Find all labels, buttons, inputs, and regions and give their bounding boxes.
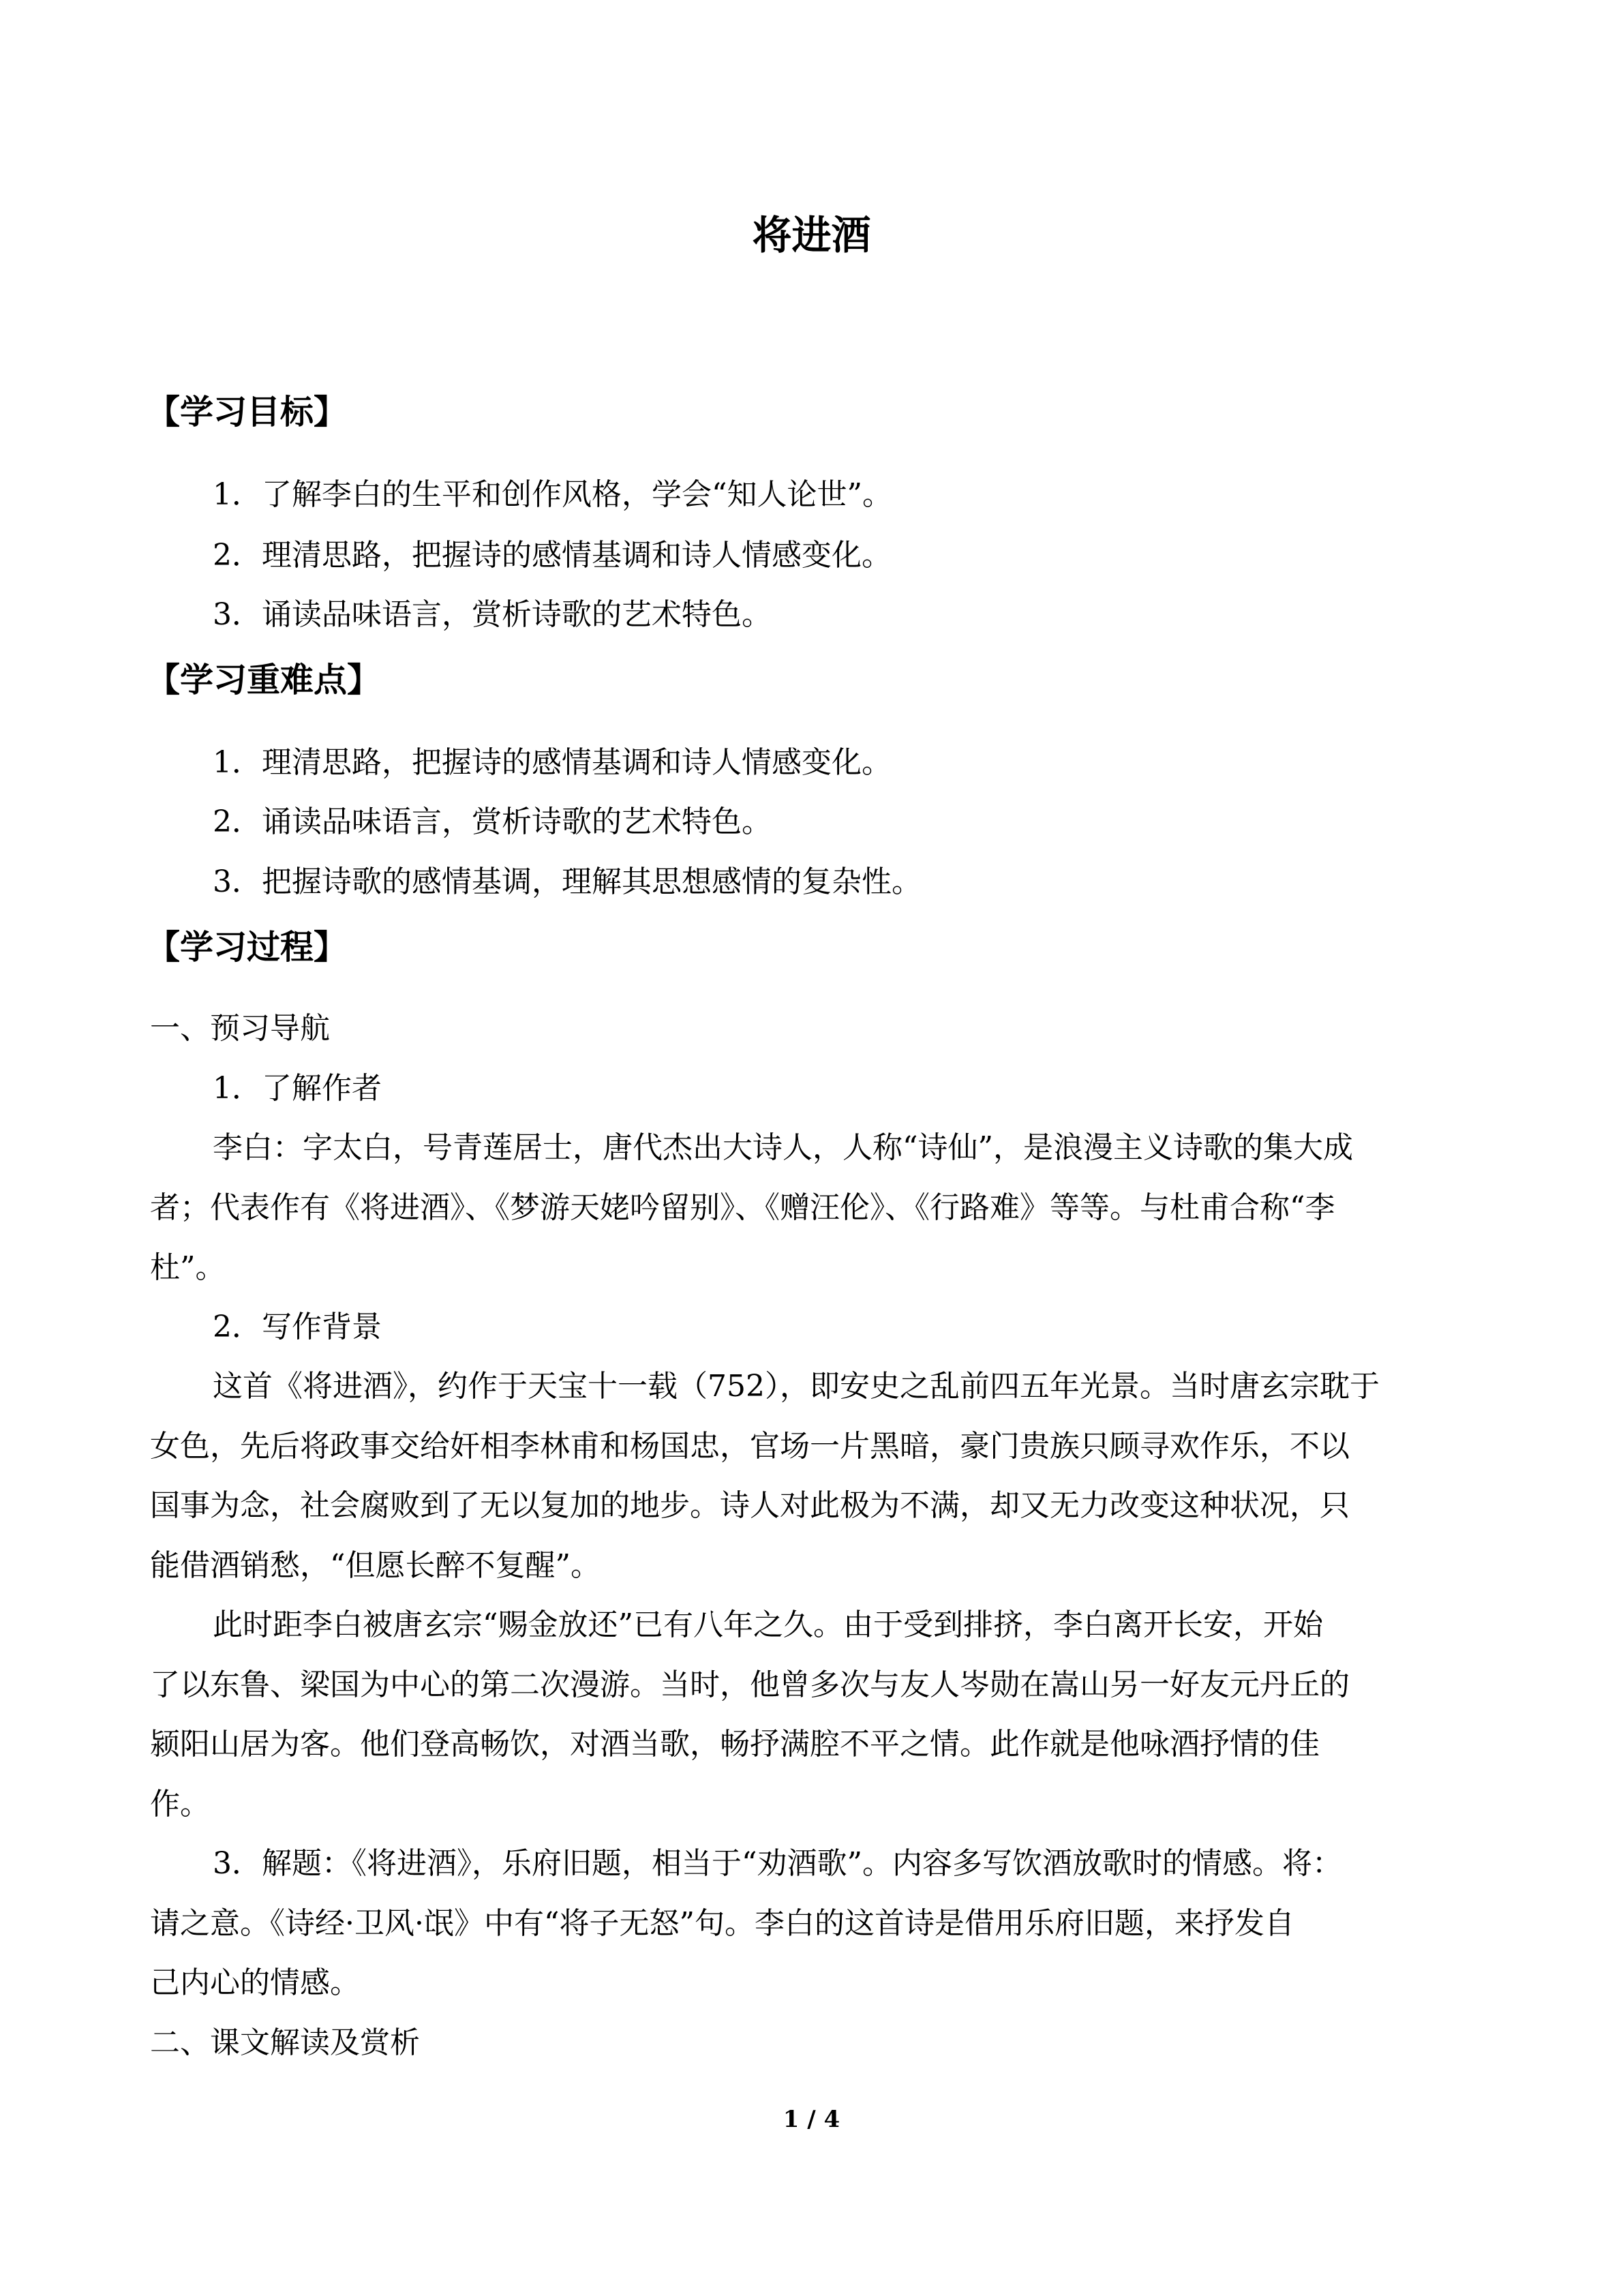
- title-explain-line-3: 己内心的情感。: [150, 1965, 360, 2000]
- page-number: 1 / 4: [783, 2106, 840, 2133]
- section-preview: 一、预习导航: [150, 1011, 330, 1046]
- goals-heading: 【学习目标】: [147, 393, 348, 432]
- background1-line-4: 能借酒销愁，“但愿长醉不复醒”。: [150, 1548, 601, 1583]
- key-point-item-1: 1．理清思路，把握诗的感情基调和诗人情感变化。: [213, 745, 892, 780]
- title-explain-line-1: 3．解题：《将进酒》，乐府旧题，相当于“劝酒歌”。内容多写饮酒放歌时的情感。将：: [213, 1846, 1342, 1881]
- section-analysis: 二、课文解读及赏析: [150, 2025, 420, 2060]
- background2-line-4: 作。: [150, 1787, 210, 1822]
- key-points-heading: 【学习重难点】: [147, 661, 381, 699]
- author-text-line-2: 者；代表作有《将进酒》、《梦游天姥吟留别》、《赠汪伦》、《行路难》等等。与杜甫合称“李: [150, 1190, 1335, 1225]
- sub-author: 1．了解作者: [213, 1071, 382, 1106]
- key-point-item-2: 2．诵读品味语言，赏析诗歌的艺术特色。: [213, 804, 772, 839]
- background2-line-2: 了以东鲁、梁国为中心的第二次漫游。当时，他曾多次与友人岑勋在嵩山另一好友元丹丘的: [150, 1667, 1350, 1702]
- background1-line-3: 国事为念，社会腐败到了无以复加的地步。诗人对此极为不满，却又无力改变这种状况，只: [150, 1488, 1350, 1523]
- goal-item-2: 2．理清思路，把握诗的感情基调和诗人情感变化。: [213, 538, 892, 573]
- process-heading: 【学习过程】: [147, 928, 348, 967]
- title-explain-line-2: 请之意。《诗经·卫风·氓》中有“将子无怒”句。李白的这首诗是借用乐府旧题，来抒发自: [150, 1906, 1294, 1941]
- background1-line-2: 女色，先后将政事交给奸相李林甫和杨国忠，官场一片黑暗，豪门贵族只顾寻欢作乐，不以: [150, 1429, 1350, 1464]
- background2-line-3: 颍阳山居为客。他们登高畅饮，对酒当歌，畅抒满腔不平之情。此作就是他咏酒抒情的佳: [150, 1727, 1320, 1762]
- page-title: 将进酒: [752, 212, 871, 258]
- author-text-line-1: 李白：字太白，号青莲居士，唐代杰出大诗人，人称“诗仙”，是浪漫主义诗歌的集大成: [213, 1130, 1353, 1165]
- sub-background: 2．写作背景: [213, 1310, 382, 1344]
- goal-item-3: 3．诵读品味语言，赏析诗歌的艺术特色。: [213, 597, 772, 632]
- background2-line-1: 此时距李白被唐玄宗“赐金放还”已有八年之久。由于受到排挤，李白离开长安，开始: [213, 1607, 1323, 1642]
- author-text-line-3: 杜”。: [150, 1250, 226, 1285]
- background1-line-1: 这首《将进酒》，约作于天宝十一载（752），即安史之乱前四五年光景。当时唐玄宗耽于: [213, 1369, 1380, 1404]
- goal-item-1: 1．了解李白的生平和创作风格，学会“知人论世”。: [213, 477, 892, 512]
- key-point-item-3: 3．把握诗歌的感情基调，理解其思想感情的复杂性。: [213, 864, 922, 899]
